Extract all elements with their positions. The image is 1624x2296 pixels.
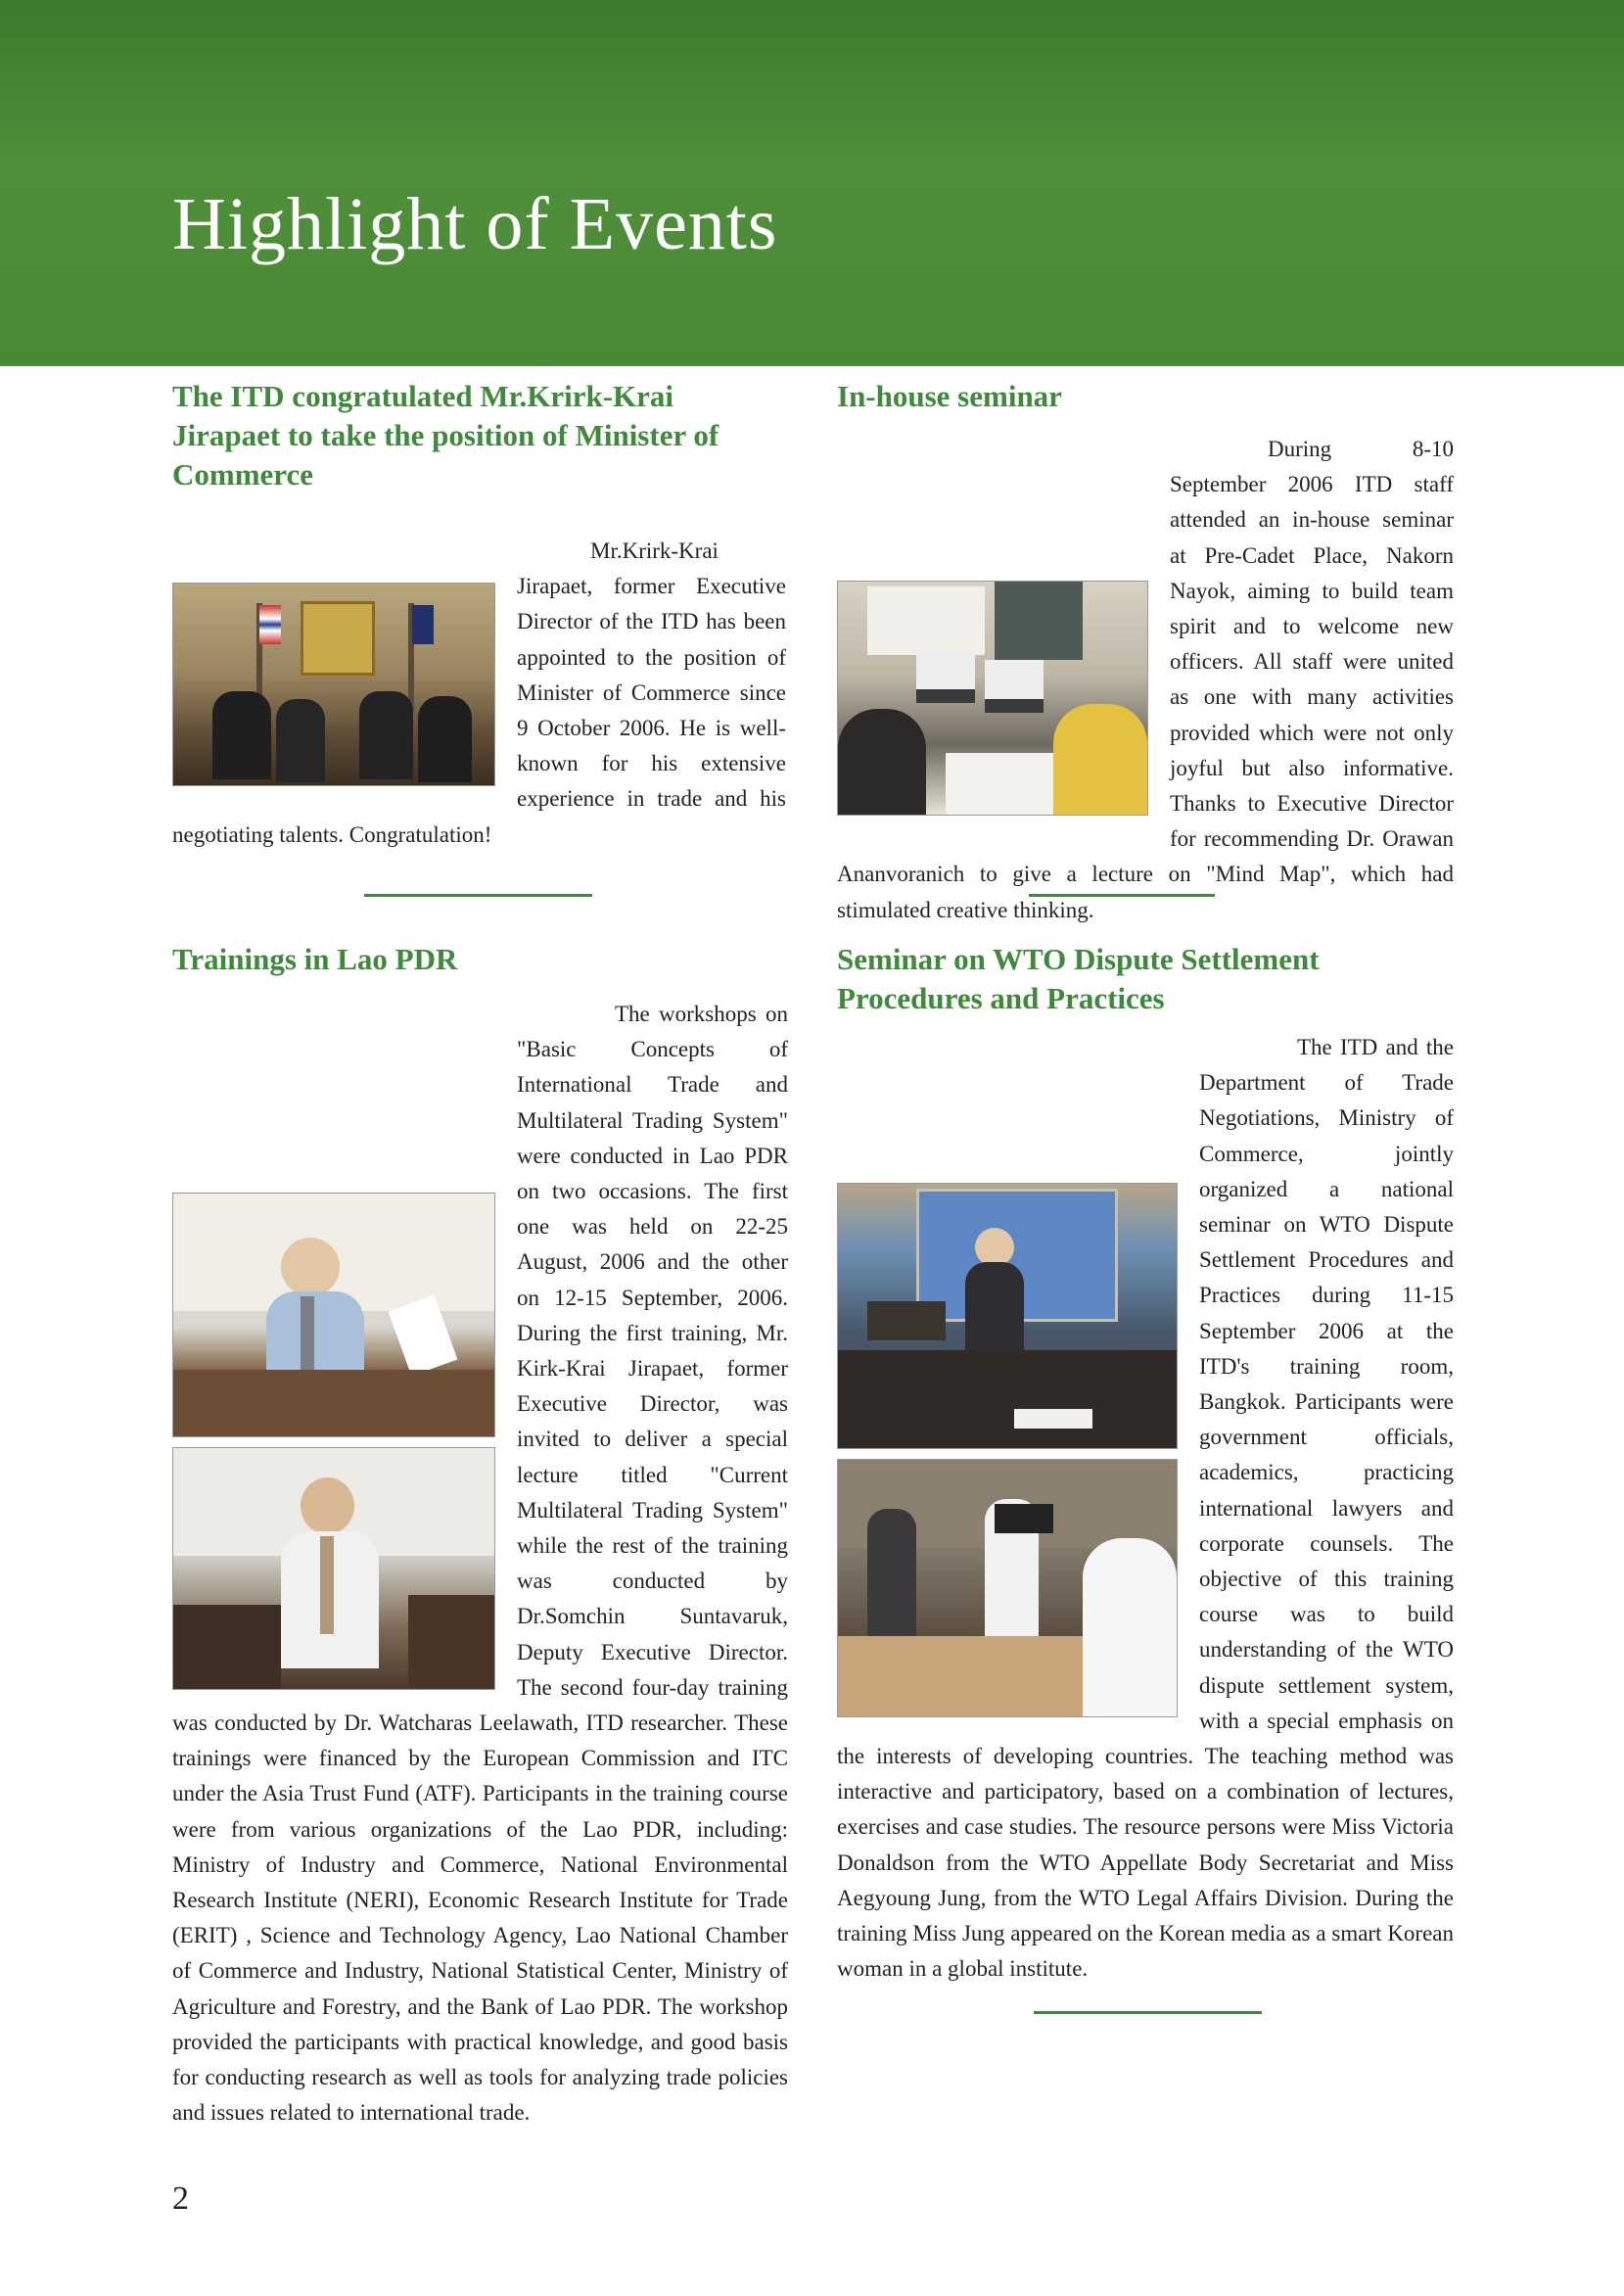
- page-title: Highlight of Events: [172, 183, 778, 265]
- article-heading: Trainings in Lao PDR: [172, 942, 458, 976]
- article-minister: [172, 377, 786, 853]
- article-heading: In-house seminar: [837, 379, 1062, 413]
- photo-lao-lecture-1: [172, 1193, 495, 1437]
- article-heading: Seminar on WTO Dispute Settlement Procedures and Practices: [837, 942, 1320, 1015]
- divider: [1034, 2011, 1262, 2014]
- article-body: The workshops on "Basic Concepts of International Trade and Multilateral Trading System" were conducted in Lao PDR on two occasions. The first one was held on 22-25 August, 2006 and the other on 12-15 September, 2006. During the first training, Mr. Kirk-Krai Jirapaet, former Executive Director, was invited to deliver a special lecture titled "Current Multilateral Trading System" while the rest of the training was conducted by Dr.Somchin Suntavaruk, Deputy Executive Director. The second four-day training was conducted by Dr. Watcharas Leelawath, ITD researcher. These trainings were financed by the European Commission and ITC under the Asia Trust Fund (ATF). Participants in the training course were from various organizations of the Lao PDR, including: Ministry of Industry and Commerce, National Environmental Research Institute (NERI), Economic Research Institute for Trade (ERIT) , Science and Technology Agency, Lao National Chamber of Commerce and Industry, National Statistical Center, Ministry of Agriculture and Forestry, and the Bank of Lao PDR. The workshop provided the participants with practical knowledge, and good basis for conducting research as well as tools for analyzing trade policies and issues related to international trade.: [172, 1002, 788, 2126]
- page-number: 2: [172, 2180, 189, 2217]
- article-body: Mr.Krirk-Krai Jirapaet, former Executive Director of the ITD has been appointed to the position of Minister of Commerce since 9 October 2006. He is well-known for his extensive experience in trade and his negotiating talents. Congratulation!: [172, 539, 786, 847]
- article-lao: [172, 940, 788, 2132]
- header-banner: [0, 0, 1624, 366]
- photo-minister-meeting: [172, 583, 495, 786]
- article-body: During 8-10 September 2006 ITD staff attended an in-house seminar at Pre-Cadet Place, Nakorn Nayok, aiming to build team spirit and to welcome new officers. All staff were united as one with many activities provided which were not only joyful but also informative. Thanks to Executive Director for recommending Dr. Orawan Ananvoranich to give a lecture on "Mind Map", which had stimulated creative thinking.: [837, 437, 1454, 922]
- photo-wto-media: [837, 1459, 1178, 1717]
- article-body: The ITD and the Department of Trade Negotiations, Ministry of Commerce, jointly organized a national seminar on WTO Dispute Settlement Procedures and Practices during 11-15 September 2006 at the ITD's training room, Bangkok. Participants were government officials, academics, practicing international lawyers and corporate counsels. The objective of this training course was to build understanding of the WTO dispute settlement system, with a special emphasis on the interests of developing countries. The teaching method was interactive and participatory, based on a combination of lectures, exercises and case studies. The resource persons were Miss Victoria Donaldson from the WTO Appellate Body Secretariat and Miss Aegyoung Jung, from the WTO Legal Affairs Division. During the training Miss Jung appeared on the Korean media as a smart Korean woman in a global institute.: [837, 1035, 1454, 1982]
- article-heading: The ITD congratulated Mr.Krirk-Krai Jirapaet to take the position of Minister of Commerce: [172, 379, 719, 492]
- photo-lao-lecture-2: [172, 1447, 495, 1690]
- photo-inhouse-seminar: [837, 581, 1148, 816]
- article-wto: [837, 940, 1454, 1987]
- article-inhouse: [837, 377, 1454, 928]
- photo-wto-presentation: [837, 1183, 1178, 1449]
- divider: [364, 894, 592, 897]
- divider: [1029, 894, 1215, 897]
